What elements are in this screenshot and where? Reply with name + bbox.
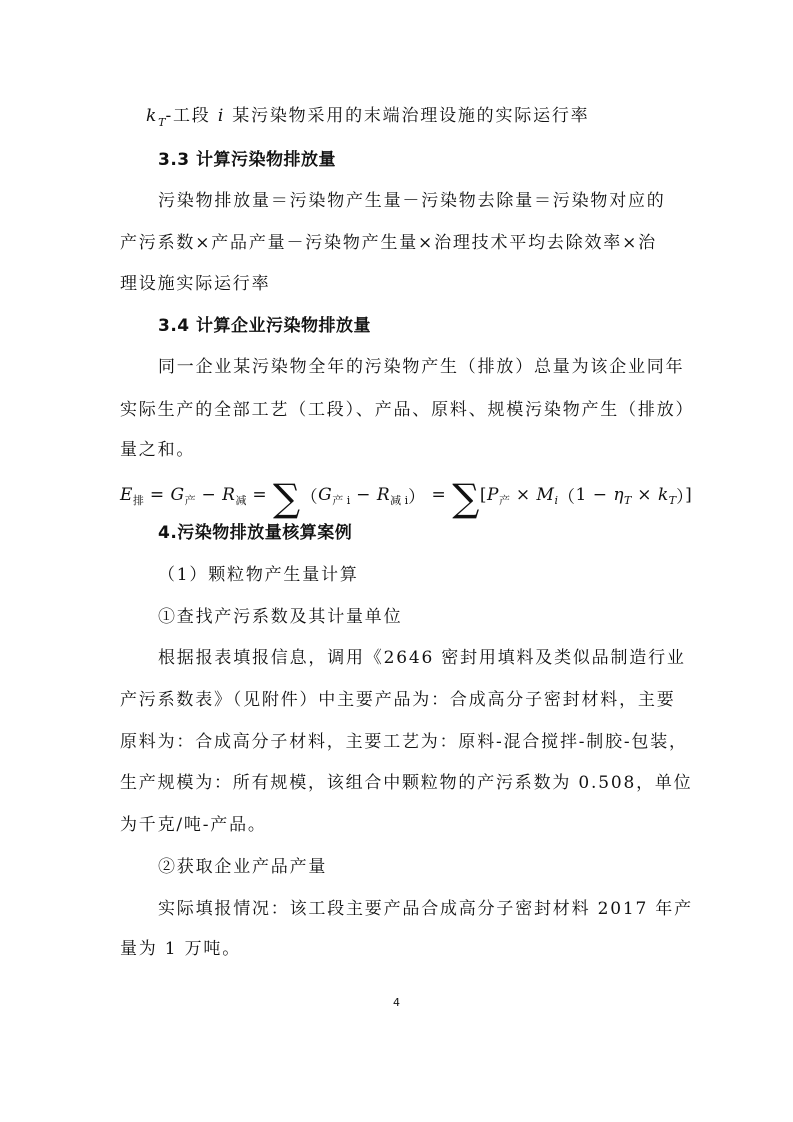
formula-eq: = <box>246 485 274 505</box>
formula-r-i: R <box>376 485 391 505</box>
formula-times: × <box>509 485 537 505</box>
definition-rest: 某污染物采用的末端治理设施的实际运行率 <box>225 106 590 126</box>
paragraph-line: （1）颗粒物产生量计算 <box>158 565 359 585</box>
formula-paren: （ <box>557 487 576 508</box>
formula-m-sub: i <box>554 493 558 507</box>
paragraph-line: 产污系数×产品产量－污染物产生量×治理技术平均去除效率×治 <box>120 233 657 253</box>
formula-paren: ） <box>676 487 686 508</box>
var-i: i <box>217 106 226 126</box>
paragraph-line: 原料为：合成高分子材料，主要工艺为：原料-混合搅拌-制胶-包装， <box>120 732 688 752</box>
var-k: k <box>146 106 159 126</box>
formula-g-i: G <box>318 485 333 505</box>
sigma-symbol: ∑ <box>452 476 480 520</box>
formula-eq: = <box>143 485 171 505</box>
formula-k: k <box>657 485 669 505</box>
formula-minus: − <box>350 485 377 505</box>
paragraph-line: 量为 1 万吨。 <box>120 939 242 959</box>
formula-r: R <box>222 485 236 505</box>
formula-bracket: ] <box>685 485 693 505</box>
formula-g-sub: 产 <box>184 494 196 507</box>
formula-r-i-sub: 减 i <box>390 494 409 507</box>
paragraph-line: 根据报表填报信息，调用《2646 密封用填料及类似品制造行业 <box>158 648 686 668</box>
paragraph-line: 生产规模为：所有规模，该组合中颗粒物的产污系数为 0.508，单位 <box>120 773 693 793</box>
formula-e-sub: 排 <box>132 494 144 507</box>
paragraph-line: 同一企业某污染物全年的污染物产生（排放）总量为该企业同年 <box>158 357 685 377</box>
formula-p: P <box>487 485 499 505</box>
formula-g: G <box>170 485 185 505</box>
formula-r-sub: 减 <box>235 494 247 507</box>
section-heading-4: 4.污染物排放量核算案例 <box>158 523 353 543</box>
formula-m: M <box>536 485 555 505</box>
formula-e: E <box>120 485 133 505</box>
formula-k-sub: T <box>668 493 677 507</box>
formula-minus: − <box>195 485 223 505</box>
section-heading-3-3: 3.3 计算污染物排放量 <box>158 150 337 170</box>
paragraph-line: ①查找产污系数及其计量单位 <box>158 607 403 627</box>
paragraph-line: 理设施实际运行率 <box>120 274 271 294</box>
formula-paren: （ <box>300 487 319 508</box>
paragraph-line: ②获取企业产品产量 <box>158 857 328 877</box>
formula-eta: η <box>613 485 625 505</box>
formula-times: × <box>631 485 658 505</box>
paragraph-line: 产污系数表》（见附件）中主要产品为：合成高分子密封材料，主要 <box>120 690 676 710</box>
sigma-symbol: ∑ <box>273 476 301 520</box>
formula-paren: ） <box>408 487 426 508</box>
paragraph-line: 为千克/吨-产品。 <box>120 815 267 835</box>
definition-text: -工段 <box>165 106 218 126</box>
paragraph-line: 污染物排放量＝污染物产生量－污染物去除量＝污染物对应的 <box>158 191 666 211</box>
formula-eta-sub: T <box>624 493 632 507</box>
emission-formula <box>120 476 693 520</box>
formula-one: 1 − <box>575 485 614 505</box>
sub-t: T <box>158 116 166 129</box>
formula-bracket: [ <box>479 485 487 505</box>
definition-line-kt <box>146 104 589 130</box>
page-number: 4 <box>393 996 400 1009</box>
paragraph-line: 实际生产的全部工艺（工段）、产品、原料、规模污染物产生（排放） <box>120 400 695 420</box>
paragraph-line: 实际填报情况：该工段主要产品合成高分子密封材料 2017 年产 <box>158 899 693 919</box>
formula-g-i-sub: 产 i <box>332 494 351 507</box>
formula-p-sub: 产 <box>498 494 510 507</box>
formula-eq: = <box>425 485 453 505</box>
paragraph-line: 量之和。 <box>120 440 196 460</box>
section-heading-3-4: 3.4 计算企业污染物排放量 <box>158 316 372 336</box>
